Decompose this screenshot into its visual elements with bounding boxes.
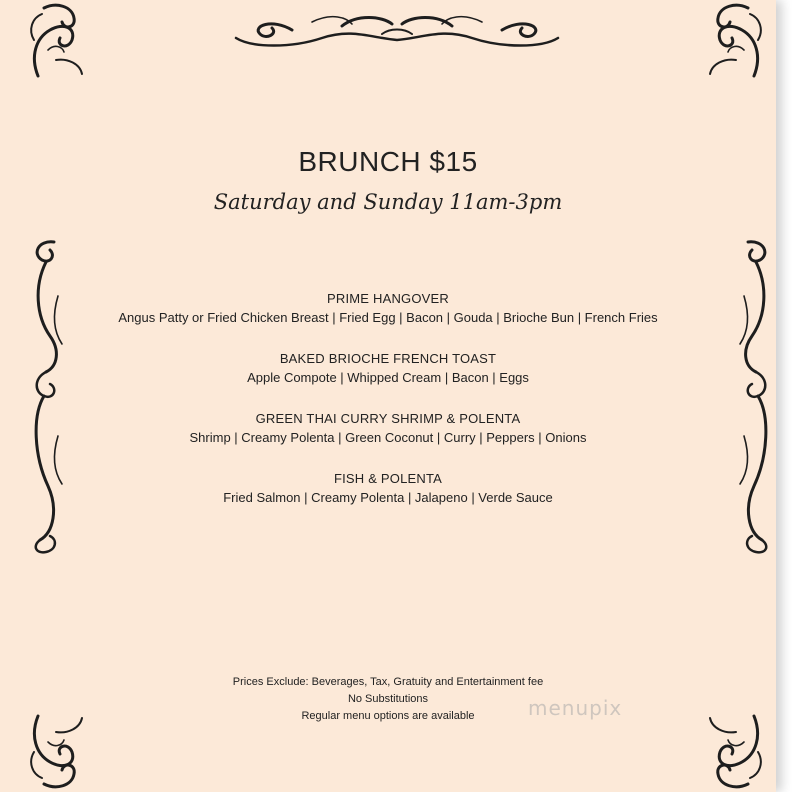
footer-substitutions-note: No Substitutions [347, 693, 429, 705]
corner-flourish-icon [704, 0, 766, 82]
menu-item-description: Angus Patty or Fried Chicken Breast | Fried Egg | Bacon | Gouda | Brioche Bun | French Fries [118, 310, 658, 325]
menu-item-description: Fried Salmon | Creamy Polenta | Jalapeno | Verde Sauce [223, 490, 553, 505]
menu-item-name: PRIME HANGOVER [327, 291, 449, 306]
footer-prices-note: Prices Exclude: Beverages, Tax, Gratuity and Entertainment fee [232, 676, 544, 688]
menu-item-description: Apple Compote | Whipped Cream | Bacon | Eggs [247, 370, 529, 385]
menu-items [0, 289, 776, 529]
top-scroll-ornament-icon [232, 8, 562, 54]
menu-item-name: BAKED BRIOCHE FRENCH TOAST [279, 351, 497, 366]
menu-item [0, 349, 776, 388]
menu-item [0, 409, 776, 448]
menu-item-name: FISH & POLENTA [333, 471, 443, 486]
menu-item [0, 289, 776, 328]
menu-item-name: GREEN THAI CURRY SHRIMP & POLENTA [255, 411, 521, 426]
menu-item-description: Shrimp | Creamy Polenta | Green Coconut | Curry | Peppers | Onions [189, 430, 587, 445]
footer-regular-menu-note: Regular menu options are available [301, 710, 475, 722]
watermark: menupix [528, 696, 623, 720]
menu-subtitle: Saturday and Sunday 11am-3pm [213, 190, 563, 214]
menu-item [0, 469, 776, 508]
corner-flourish-icon [26, 0, 88, 82]
menu-title: BRUNCH $15 [298, 146, 478, 177]
menu-footer [0, 674, 776, 725]
